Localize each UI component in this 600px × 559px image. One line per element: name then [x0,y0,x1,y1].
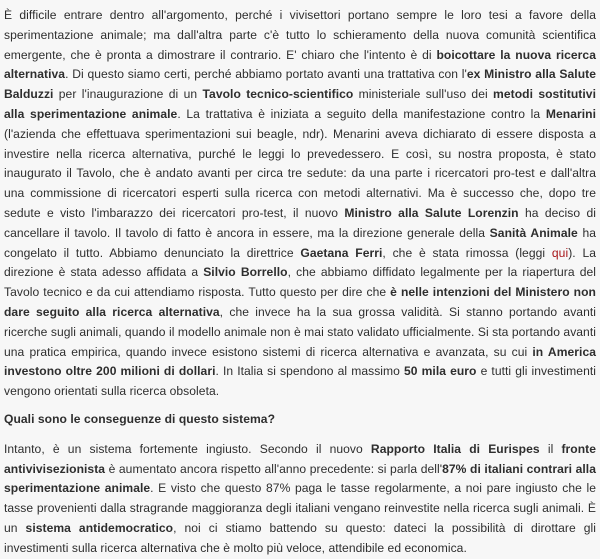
text-run: È difficile entrare dentro all'argomento, perché i vivisettori portano sempre le loro tesi a favore della sperimentazione animale; ma dall'altra parte c'è tutto lo schieramento della nuova comunità scientifica emergente, che è pronta a dimostrare il contrario. E' chiaro che l'intento è di [4,8,596,62]
bold-phrase: metodi sostitutivi alla sperimentazione animale [4,87,596,121]
text-run: ha deciso di cancellare il tavolo. Il tavolo di fatto è ancora in essere, ma la direzione generale della [4,205,596,240]
text-run: , che invece ha la sua grossa validità. Si stanno portando avanti ricerche sugli animali, quando il modello animale non è mai stato validato ufficialmente. Si sta portando avanti una pratica empirica, quando invece esistono sistemi di ricerca alternativa e avanzata, su cui [4,304,597,359]
text-run: . Di questo siamo certi, perché abbiamo portato avanti una trattativa con l' [65,67,467,82]
text-run: (l'azienda che effettuava sperimentazioni sui beagle, ndr). Menarini aveva dichiarato di essere disposta a investire nella ricerca alternativa, purché le leggi lo prevedessero. E così, su nostra proposta, è stato inaugurato il Tavolo, che è andato avanti per circa tre sedute: da una parte i ricercatori pro-test e dall'altra una commissione di ricercatori esperti sulla ricerca con metodi alternativi. Ma è successo che, dopo tre sedute e visto l'imbarazzo dei ricercatori pro-test, il nuovo [4,126,596,220]
bold-phrase: 87% di italiani contrari alla sperimentazione animale [4,461,596,496]
bold-phrase: Menarini [545,106,596,121]
bold-phrase: Tavolo tecnico-scientifico [202,87,354,102]
bold-phrase: Gaetana Ferri [300,245,383,260]
bold-phrase: sistema antidemocratico [25,520,174,535]
text-run: . In Italia si spendono al massimo [215,364,404,379]
bold-phrase: 50 mila euro [404,364,477,379]
bold-phrase: Rapporto Italia di Eurispes [370,441,540,456]
text-run: , noi ci stiamo battendo su questo: dateci la possibilità di dirottare gli investimenti sulla ricerca alternativa che è molto più veloce, attendibile ed economica. [4,520,597,555]
text-run: ). La direzione è stata adesso affidata a [4,245,596,280]
text-run: il [539,441,562,456]
bold-phrase: Silvio Borrello [203,265,288,280]
bold-phrase: boicottare la nuova ricerca alternativa [4,47,596,82]
text-run: . La trattativa è iniziata a seguito della manifestazione contro la [177,106,546,121]
text-run: , che abbiamo diffidato legalmente per la riapertura del Tavolo tecnico e da cui attendiamo risposta. Tutto questo per dire che [4,265,596,300]
text-run: , che è stata rimossa (leggi [382,245,552,260]
article-paragraph-1 [4,6,596,402]
text-run: . E visto che questo 87% paga le tasse regolarmente, a noi pare ingiusto che le tasse provenienti dalla stragrande maggioranza degli italiani vengano reinvestite nella ricerca sugli animali. È un [4,481,597,535]
text-run: per l'inaugurazione di un [53,87,203,102]
text-run: è aumentato ancora rispetto all'anno precedente: si parla dell' [105,461,443,476]
bold-phrase: in America investono oltre 200 milioni di dollari [4,344,597,379]
bold-phrase: ex Ministro alla Salute Balduzzi [4,67,596,102]
section-question-heading: Quali sono le conseguenze di questo sistema? [4,411,276,426]
bold-phrase: fronte antivivisezionista [4,441,597,476]
article-paragraph-2 [4,440,596,559]
text-run: Intanto, è un sistema fortemente ingiusto. Secondo il nuovo [4,441,371,456]
text-run: ha congelato il tutto. Abbiamo denunciato la direttrice [4,225,596,260]
bold-phrase: è nelle intenzioni del Ministero non dare seguito alla ricerca alternativa [4,285,596,319]
bold-phrase: Sanità Animale [489,225,578,240]
text-run: ministeriale sull'uso dei [353,87,494,102]
inline-link-qui[interactable]: qui [551,245,569,260]
text-run: e tutti gli investimenti vengono orientati sulla ricerca obsoleta. [4,364,596,399]
bold-phrase: Ministro alla Salute Lorenzin [344,205,519,220]
